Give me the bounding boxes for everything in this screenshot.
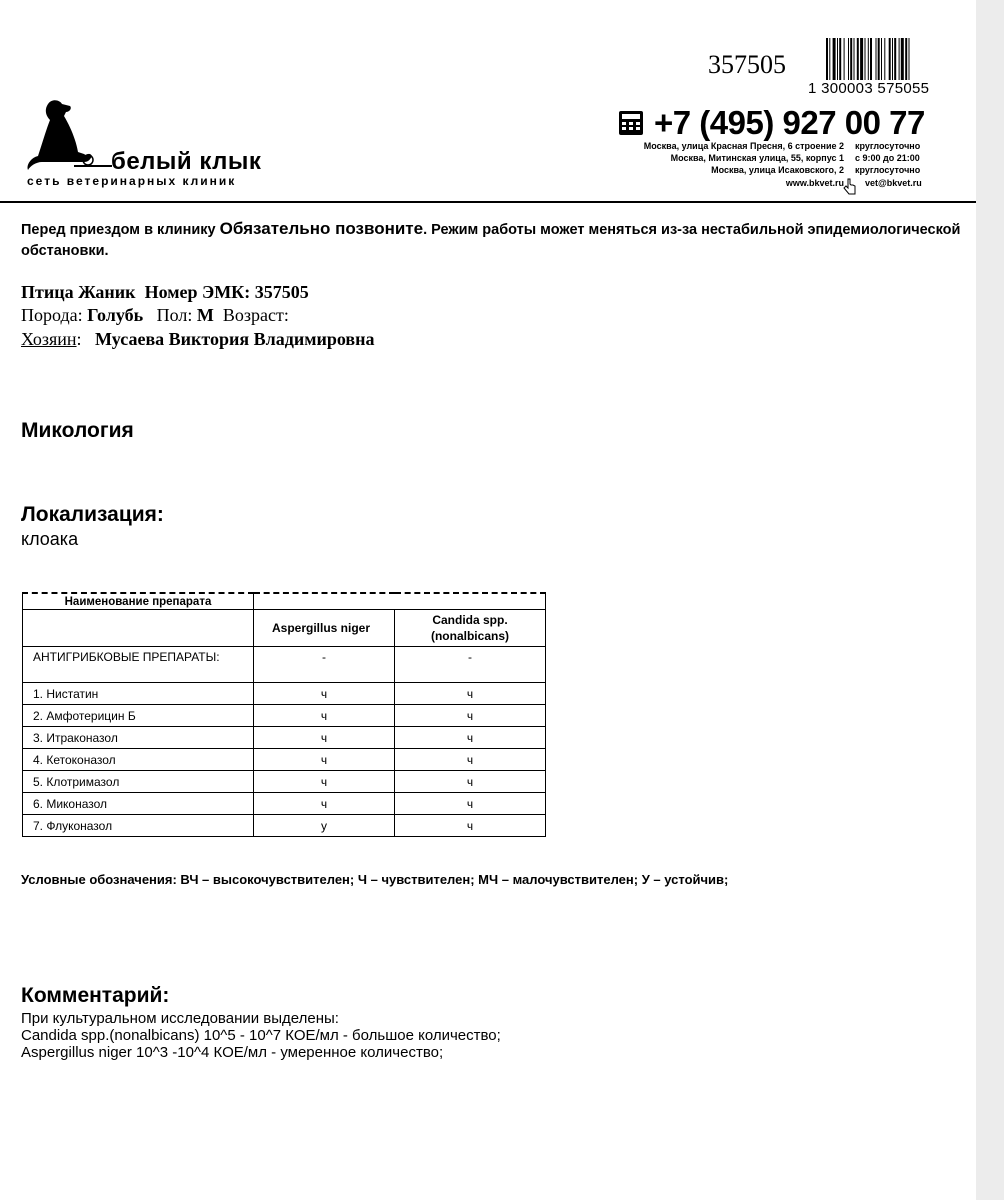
emk-value: 357505: [254, 282, 309, 302]
table-header-row: [23, 610, 546, 647]
logo-subtitle: сеть ветеринарных клиник: [27, 174, 237, 188]
hours-line: круглосуточно: [855, 141, 921, 151]
emk-label: Номер ЭМК:: [144, 282, 251, 302]
comment-line: Candida spp.(nonalbicans) 10^5 - 10^7 КОЕ/мл - большое количество;: [21, 1027, 501, 1044]
barcode-digits: 1 300003 575055: [808, 80, 930, 97]
calculator-phone-icon: [618, 110, 644, 136]
owner-label: Хозяин: [21, 329, 77, 349]
owner-value: Мусаева Виктория Владимировна: [95, 329, 375, 349]
call-notice-emphasis: Обязательно позвоните: [219, 219, 424, 238]
table-group-row: АНТИГРИБКОВЫЕ ПРЕПАРАТЫ: - -: [23, 647, 546, 683]
address-line: Москва, улица Исаковского, 2: [711, 165, 844, 175]
table-row: 3. Итраконазол ч ч: [23, 727, 546, 749]
localization-label: Локализация:: [21, 503, 164, 526]
header-drug: Наименование препарата: [23, 593, 254, 610]
hand-cursor-icon: [843, 178, 857, 196]
call-notice: Перед приездом в клинику Обязательно позвоните. Режим работы может меняться из-за нестабильной эпидемиологической обстановки.: [21, 219, 961, 259]
table-row: 5. Клотримазол ч ч: [23, 771, 546, 793]
clinic-phone[interactable]: +7 (495) 927 00 77: [654, 104, 925, 141]
localization-value: клоака: [21, 529, 79, 549]
comment-body: [21, 1010, 501, 1061]
breed-value: Голубь: [87, 305, 144, 325]
dog-logo-icon: [26, 96, 112, 176]
test-title: Микология: [21, 419, 134, 442]
header-candida: Candida spp.(nonalbicans): [395, 610, 546, 647]
page-edge-shadow: [976, 0, 1004, 1200]
table-row: 7. Флуконазол у ч: [23, 815, 546, 837]
patient-name: Птица Жаник: [21, 282, 136, 302]
website-link[interactable]: www.bkvet.ru: [785, 178, 844, 188]
hours-line: круглосуточно: [855, 165, 921, 175]
emk-number-header: 357505: [708, 50, 786, 79]
patient-details-line: Порода: Голубь Пол: М Возраст:: [21, 305, 289, 325]
patient-name-line: [21, 282, 309, 303]
table-row: 2. Амфотерицин Б ч ч: [23, 705, 546, 727]
comment-line: При культуральном исследовании выделены:: [21, 1010, 339, 1027]
email-link[interactable]: vet@bkvet.ru: [865, 178, 922, 188]
group-label: АНТИГРИБКОВЫЕ ПРЕПАРАТЫ:: [23, 647, 254, 683]
table-row: 6. Миконазол ч ч: [23, 793, 546, 815]
logo-name: белый клык: [111, 148, 262, 175]
legend: Условные обозначения: ВЧ – высокочувствителен; Ч – чувствителен; МЧ – малочувствителен; У – устойчив;: [21, 872, 729, 887]
sex-value: М: [196, 305, 214, 325]
table-row: 4. Кетоконазол ч ч: [23, 749, 546, 771]
hours-line: с 9:00 до 21:00: [855, 153, 920, 163]
sensitivity-table: [22, 592, 546, 837]
address-line: Москва, Митинская улица, 55, корпус 1: [670, 153, 844, 163]
comment-line: Aspergillus niger 10^3 -10^4 КОЕ/мл - умеренное количество;: [21, 1044, 444, 1061]
table-row: 1. Нистатин ч ч: [23, 683, 546, 705]
header-aspergillus: Aspergillus niger: [254, 610, 395, 647]
table-header-row: [23, 593, 546, 610]
header-divider: [0, 201, 976, 203]
owner-line: Хозяин: Мусаева Виктория Владимировна: [21, 329, 375, 349]
comment-title: Комментарий:: [21, 984, 170, 1007]
address-line: Москва, улица Красная Пресня, 6 строение 2: [643, 141, 844, 151]
